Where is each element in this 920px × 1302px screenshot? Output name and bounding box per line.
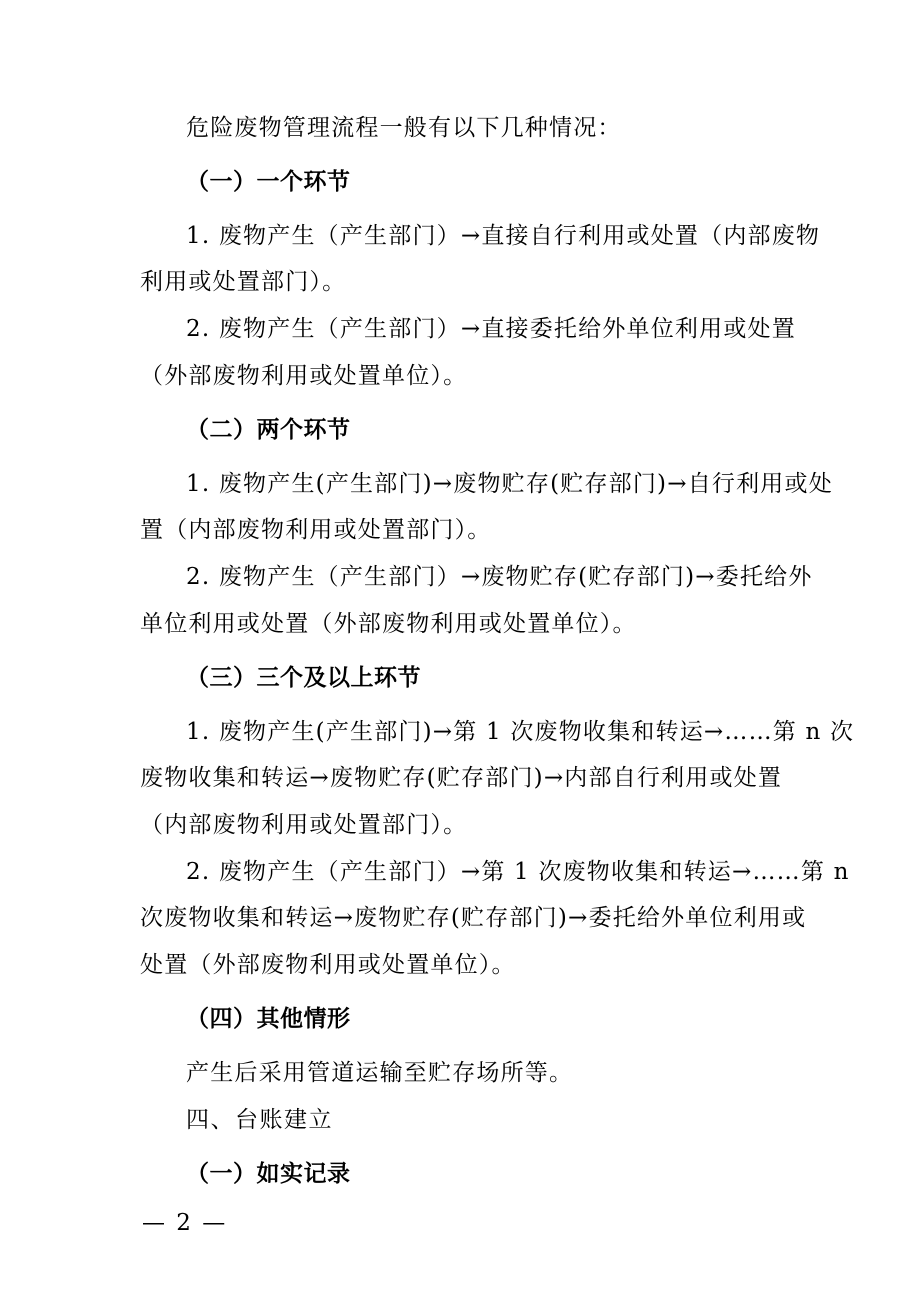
section-four-title: 四、台账建立	[186, 1107, 333, 1133]
heading-three-plus-steps: （三）三个及以上环节	[186, 665, 421, 691]
item-3-2-line-1: 2. 废物产生（产生部门）→第 1 次废物收集和转运→……第 n	[186, 859, 850, 885]
item-2-2-line-2: 单位利用或处置（外部废物利用或处置单位）。	[140, 611, 637, 637]
item-3-1-line-2: 废物收集和转运→废物贮存(贮存部门)→内部自行利用或处置	[140, 765, 783, 791]
item-2-1-line-1: 1. 废物产生(产生部门)→废物贮存(贮存部门)→自行利用或处	[186, 471, 833, 497]
heading-other-cases: （四）其他情形	[186, 1006, 351, 1032]
item-3-2-line-3: 处置（外部废物利用或处置单位）。	[140, 952, 516, 978]
item-3-1-line-1: 1. 废物产生(产生部门)→第 1 次废物收集和转运→……第 n 次	[186, 719, 855, 745]
item-2-1-line-2: 置（内部废物利用或处置部门）。	[140, 517, 492, 543]
item-2-2-line-1: 2. 废物产生（产生部门）→废物贮存(贮存部门)→委托给外	[186, 564, 813, 590]
item-3-2-line-2: 次废物收集和转运→废物贮存(贮存部门)→委托给外单位利用或	[140, 905, 807, 931]
other-cases-paragraph: 产生后采用管道运输至贮存场所等。	[186, 1060, 574, 1086]
heading-two-steps: （二）两个环节	[186, 417, 351, 443]
item-3-1-line-3: （内部废物利用或处置部门）。	[140, 812, 468, 838]
intro-paragraph: 危险废物管理流程一般有以下几种情况：	[186, 115, 622, 141]
item-1-2-line-2: （外部废物利用或处置单位）。	[140, 363, 468, 389]
heading-one-step: （一）一个环节	[186, 169, 351, 195]
item-1-2-line-1: 2. 废物产生（产生部门）→直接委托给外单位利用或处置	[186, 316, 796, 342]
item-1-1-line-2: 利用或处置部门）。	[140, 269, 347, 295]
page-number: — 2 —	[142, 1210, 228, 1236]
heading-faithful-record: （一）如实记录	[186, 1161, 351, 1187]
item-1-1-line-1: 1. 废物产生（产生部门）→直接自行利用或处置（内部废物	[186, 223, 821, 249]
